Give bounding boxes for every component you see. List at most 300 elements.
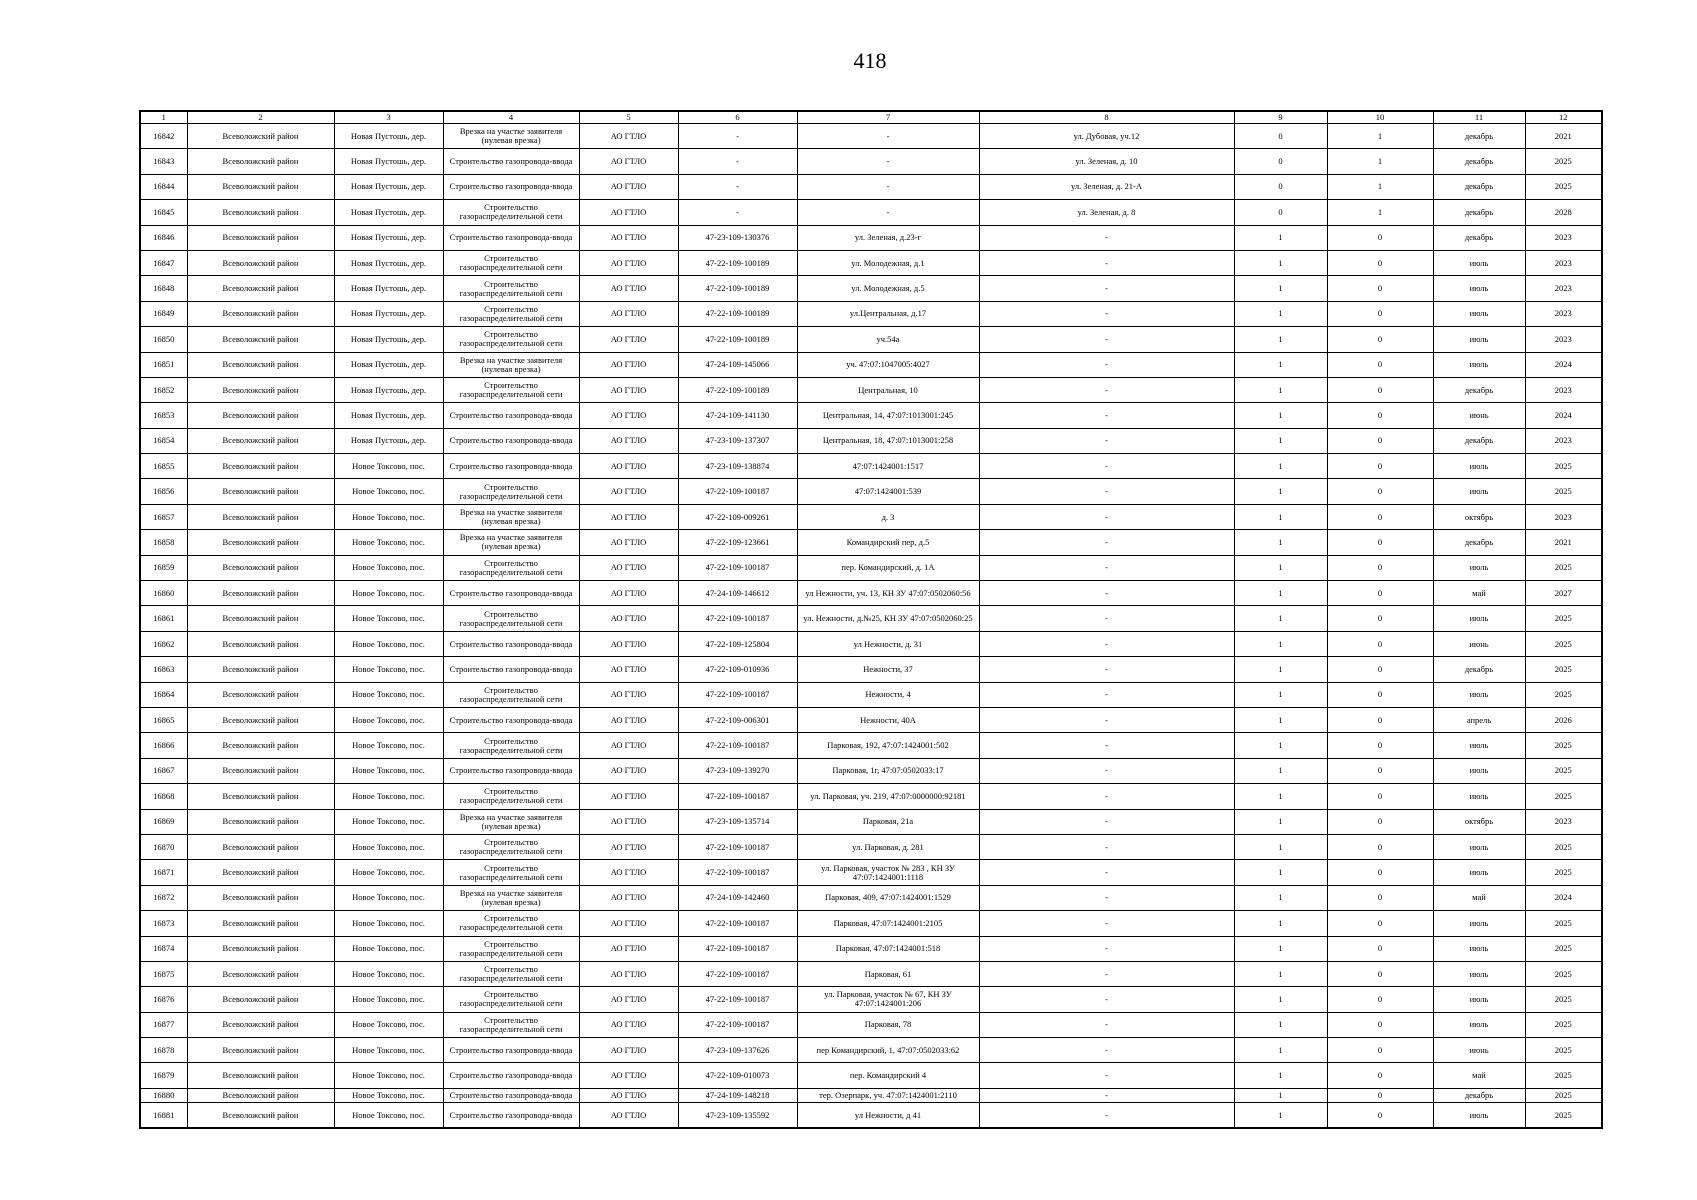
table-cell: АО ГТЛО — [579, 834, 678, 859]
table-row — [140, 200, 1602, 225]
column-header: 9 — [1234, 111, 1327, 124]
table-cell: Новая Пустошь, дер. — [334, 200, 443, 225]
table-row — [140, 555, 1602, 580]
table-cell: июль — [1433, 961, 1525, 986]
table-cell: Парковая, 21а — [797, 809, 979, 834]
table-cell: Всеволожский район — [187, 936, 334, 961]
table-cell: пер. Командирский, д. 1А — [797, 555, 979, 580]
table-cell: Новое Токсово, пос. — [334, 834, 443, 859]
table-cell: - — [979, 1102, 1234, 1128]
table-cell: 1 — [1234, 479, 1327, 504]
table-cell: Парковая, 192, 47:07:1424001:502 — [797, 733, 979, 758]
table-row — [140, 834, 1602, 859]
table-cell: Новое Токсово, пос. — [334, 479, 443, 504]
table-cell: 2025 — [1525, 733, 1602, 758]
table-cell: 0 — [1234, 149, 1327, 174]
table-cell: 47-22-109-100187 — [678, 606, 797, 631]
table-cell: - — [979, 987, 1234, 1012]
table-cell: 1 — [1234, 428, 1327, 453]
table-cell: 16863 — [140, 657, 187, 682]
table-cell: 47-22-109-006301 — [678, 707, 797, 732]
table-cell: 16859 — [140, 555, 187, 580]
table-cell: - — [979, 707, 1234, 732]
table-cell: июль — [1433, 1012, 1525, 1037]
table-cell: 1 — [1234, 1038, 1327, 1063]
table-row — [140, 276, 1602, 301]
table-row — [140, 352, 1602, 377]
table-cell: 47-24-109-146612 — [678, 581, 797, 606]
table-cell: АО ГТЛО — [579, 1038, 678, 1063]
table-cell: 1 — [1234, 911, 1327, 936]
table-row — [140, 174, 1602, 199]
table-cell: 0 — [1327, 327, 1433, 352]
table-cell: ул. Дубовая, уч.12 — [979, 124, 1234, 149]
table-cell: декабрь — [1433, 657, 1525, 682]
table-cell: - — [979, 479, 1234, 504]
table-cell: июль — [1433, 606, 1525, 631]
table-cell: Новое Токсово, пос. — [334, 504, 443, 529]
table-cell: Всеволожский район — [187, 707, 334, 732]
table-cell: Строительство газораспределительной сети — [443, 479, 579, 504]
table-cell: Строительство газопровода-ввода — [443, 1063, 579, 1088]
table-cell: Новое Токсово, пос. — [334, 758, 443, 783]
table-cell: Всеволожский район — [187, 124, 334, 149]
table-cell: АО ГТЛО — [579, 606, 678, 631]
table-cell: Всеволожский район — [187, 250, 334, 275]
table-cell: октябрь — [1433, 809, 1525, 834]
table-cell: - — [979, 733, 1234, 758]
table-cell: 16851 — [140, 352, 187, 377]
table-cell: 16858 — [140, 530, 187, 555]
table-row — [140, 911, 1602, 936]
table-cell: 0 — [1327, 733, 1433, 758]
registry-table — [139, 110, 1603, 1129]
table-cell: 1 — [1234, 1088, 1327, 1102]
table-row — [140, 758, 1602, 783]
table-cell: 47-23-109-137307 — [678, 428, 797, 453]
table-cell: Строительство газопровода-ввода — [443, 174, 579, 199]
table-cell: - — [979, 961, 1234, 986]
table-cell: Строительство газопровода-ввода — [443, 581, 579, 606]
table-cell: июль — [1433, 301, 1525, 326]
table-cell: 47-22-109-100187 — [678, 479, 797, 504]
table-cell: 47-23-109-130376 — [678, 225, 797, 250]
table-cell: 1 — [1234, 276, 1327, 301]
table-cell: Всеволожский район — [187, 530, 334, 555]
table-cell: 47-22-109-100187 — [678, 555, 797, 580]
table-cell: - — [797, 174, 979, 199]
table-cell: 1 — [1234, 885, 1327, 910]
table-cell: Строительство газораспределительной сети — [443, 936, 579, 961]
table-cell: Нежности, 37 — [797, 657, 979, 682]
table-cell: июль — [1433, 784, 1525, 809]
table-cell: декабрь — [1433, 149, 1525, 174]
table-cell: - — [979, 758, 1234, 783]
table-cell: 0 — [1327, 758, 1433, 783]
table-cell: 47:07:1424001:539 — [797, 479, 979, 504]
table-cell: 16869 — [140, 809, 187, 834]
table-cell: - — [979, 428, 1234, 453]
table-cell: июнь — [1433, 631, 1525, 656]
table-cell: ул. Парковая, участок № 283 , КН ЗУ 47:07:1424001:1118 — [797, 860, 979, 885]
table-cell: 2025 — [1525, 174, 1602, 199]
table-row — [140, 479, 1602, 504]
table-cell: 2025 — [1525, 758, 1602, 783]
table-cell: Врезка на участке заявителя (нулевая врезка) — [443, 809, 579, 834]
table-cell: 47-22-109-100187 — [678, 1012, 797, 1037]
table-cell: 2025 — [1525, 911, 1602, 936]
table-cell: - — [979, 555, 1234, 580]
column-header: 11 — [1433, 111, 1525, 124]
table-cell: ул. Парковая, уч. 219, 47:07:0000000:92181 — [797, 784, 979, 809]
table-cell: 2025 — [1525, 454, 1602, 479]
table-cell: 0 — [1327, 834, 1433, 859]
table-cell: 2026 — [1525, 707, 1602, 732]
table-cell: декабрь — [1433, 200, 1525, 225]
table-cell: - — [979, 860, 1234, 885]
table-cell: Строительство газопровода-ввода — [443, 149, 579, 174]
table-cell: АО ГТЛО — [579, 581, 678, 606]
table-cell: АО ГТЛО — [579, 301, 678, 326]
table-cell: - — [979, 911, 1234, 936]
table-cell: 16849 — [140, 301, 187, 326]
table-cell: пер. Командирский 4 — [797, 1063, 979, 1088]
table-cell: Строительство газораспределительной сети — [443, 911, 579, 936]
table-cell: 1 — [1234, 250, 1327, 275]
table-cell: 47-24-109-148218 — [678, 1088, 797, 1102]
table-cell: Всеволожский район — [187, 1102, 334, 1128]
table-cell: Новая Пустошь, дер. — [334, 301, 443, 326]
table-cell: АО ГТЛО — [579, 1088, 678, 1102]
table-cell: 2028 — [1525, 200, 1602, 225]
table-cell: 2023 — [1525, 809, 1602, 834]
table-cell: 16879 — [140, 1063, 187, 1088]
table-cell: 16877 — [140, 1012, 187, 1037]
table-cell: 2025 — [1525, 606, 1602, 631]
table-cell: Строительство газопровода-ввода — [443, 1038, 579, 1063]
table-cell: 1 — [1234, 682, 1327, 707]
table-cell: 1 — [1234, 1063, 1327, 1088]
table-cell: июль — [1433, 860, 1525, 885]
table-cell: АО ГТЛО — [579, 936, 678, 961]
table-cell: 47-22-109-100187 — [678, 860, 797, 885]
table-cell: 16842 — [140, 124, 187, 149]
column-header: 3 — [334, 111, 443, 124]
table-cell: 47-23-109-138874 — [678, 454, 797, 479]
table-cell: 0 — [1327, 987, 1433, 1012]
table-cell: Центральная, 18, 47:07:1013001:258 — [797, 428, 979, 453]
table-cell: июль — [1433, 936, 1525, 961]
table-cell: 0 — [1327, 377, 1433, 402]
table-cell: АО ГТЛО — [579, 1063, 678, 1088]
table-cell: Новое Токсово, пос. — [334, 733, 443, 758]
table-cell: ул. Молодежная, д.1 — [797, 250, 979, 275]
table-cell: 16867 — [140, 758, 187, 783]
table-cell: 2025 — [1525, 987, 1602, 1012]
table-cell: 2025 — [1525, 961, 1602, 986]
table-cell: 1 — [1234, 454, 1327, 479]
table-cell: 16845 — [140, 200, 187, 225]
table-cell: Новое Токсово, пос. — [334, 1102, 443, 1128]
table-cell: июль — [1433, 352, 1525, 377]
table-cell: 0 — [1327, 352, 1433, 377]
table-cell: Новое Токсово, пос. — [334, 809, 443, 834]
table-cell: АО ГТЛО — [579, 987, 678, 1012]
table-cell: 1 — [1234, 377, 1327, 402]
table-cell: июль — [1433, 276, 1525, 301]
table-cell: Всеволожский район — [187, 834, 334, 859]
table-cell: Строительство газопровода-ввода — [443, 758, 579, 783]
table-cell: 2025 — [1525, 1088, 1602, 1102]
table-cell: - — [979, 581, 1234, 606]
table-cell: АО ГТЛО — [579, 200, 678, 225]
table-cell: 2023 — [1525, 276, 1602, 301]
table-cell: 47-22-109-100187 — [678, 834, 797, 859]
header-row — [140, 111, 1602, 124]
table-cell: АО ГТЛО — [579, 885, 678, 910]
table-cell: 47-22-109-100189 — [678, 250, 797, 275]
table-cell: 1 — [1234, 860, 1327, 885]
table-cell: 1 — [1234, 403, 1327, 428]
table-cell: Всеволожский район — [187, 758, 334, 783]
table-cell: Всеволожский район — [187, 784, 334, 809]
table-cell: Новое Токсово, пос. — [334, 657, 443, 682]
table-cell: 1 — [1234, 327, 1327, 352]
table-cell: Всеволожский район — [187, 174, 334, 199]
table-cell: - — [678, 124, 797, 149]
table-cell: Всеволожский район — [187, 682, 334, 707]
table-cell: 1 — [1327, 149, 1433, 174]
table-cell: апрель — [1433, 707, 1525, 732]
table-cell: Новое Токсово, пос. — [334, 682, 443, 707]
table-cell: Строительство газораспределительной сети — [443, 200, 579, 225]
table-cell: 2023 — [1525, 250, 1602, 275]
table-cell: Строительство газопровода-ввода — [443, 707, 579, 732]
table-cell: 2025 — [1525, 860, 1602, 885]
table-cell: 16868 — [140, 784, 187, 809]
table-cell: Строительство газораспределительной сети — [443, 682, 579, 707]
table-cell: Новая Пустошь, дер. — [334, 352, 443, 377]
table-cell: июнь — [1433, 1038, 1525, 1063]
table-cell: АО ГТЛО — [579, 758, 678, 783]
table-cell: 47-22-109-100189 — [678, 377, 797, 402]
table-cell: 47-22-109-100187 — [678, 936, 797, 961]
table-cell: 16846 — [140, 225, 187, 250]
table-cell: АО ГТЛО — [579, 454, 678, 479]
table-cell: Новая Пустошь, дер. — [334, 327, 443, 352]
table-cell: пер Командирский, 1, 47:07:0502033:62 — [797, 1038, 979, 1063]
table-cell: Новое Токсово, пос. — [334, 555, 443, 580]
table-cell: - — [979, 403, 1234, 428]
table-cell: декабрь — [1433, 428, 1525, 453]
table-cell: 2025 — [1525, 682, 1602, 707]
table-cell: 47-22-109-010936 — [678, 657, 797, 682]
table-cell: уч. 47:07:1047005:4027 — [797, 352, 979, 377]
table-cell: Строительство газораспределительной сети — [443, 301, 579, 326]
table-cell: Строительство газораспределительной сети — [443, 377, 579, 402]
table-cell: АО ГТЛО — [579, 504, 678, 529]
table-cell: 1 — [1234, 758, 1327, 783]
table-cell: 16865 — [140, 707, 187, 732]
table-cell: 1 — [1234, 784, 1327, 809]
table-cell: Новое Токсово, пос. — [334, 911, 443, 936]
table-row — [140, 581, 1602, 606]
table-cell: Всеволожский район — [187, 149, 334, 174]
table-cell: 1 — [1234, 834, 1327, 859]
table-cell: 0 — [1327, 454, 1433, 479]
table-cell: АО ГТЛО — [579, 961, 678, 986]
table-cell: Строительство газораспределительной сети — [443, 327, 579, 352]
table-cell: 16847 — [140, 250, 187, 275]
table-cell: 16874 — [140, 936, 187, 961]
table-cell: июль — [1433, 479, 1525, 504]
table-cell: - — [979, 225, 1234, 250]
table-cell: Строительство газопровода-ввода — [443, 657, 579, 682]
table-cell: - — [979, 530, 1234, 555]
table-cell: 0 — [1234, 200, 1327, 225]
table-cell: ул. Нежности, д.№25, КН ЗУ 47:07:0502060:25 — [797, 606, 979, 631]
table-cell: июль — [1433, 987, 1525, 1012]
table-cell: Центральная, 10 — [797, 377, 979, 402]
table-cell: 2025 — [1525, 1102, 1602, 1128]
column-header: 8 — [979, 111, 1234, 124]
table-cell: 2025 — [1525, 479, 1602, 504]
table-cell: 47-22-109-100187 — [678, 987, 797, 1012]
table-row — [140, 504, 1602, 529]
table-cell: 1 — [1234, 530, 1327, 555]
table-cell: Новое Токсово, пос. — [334, 581, 443, 606]
table-cell: июль — [1433, 454, 1525, 479]
table-cell: тер. Озерпарк, уч. 47:07:1424001:2110 — [797, 1088, 979, 1102]
table-cell: июль — [1433, 327, 1525, 352]
table-row — [140, 784, 1602, 809]
table-cell: 0 — [1327, 784, 1433, 809]
table-cell: 2025 — [1525, 936, 1602, 961]
table-cell: Строительство газораспределительной сети — [443, 606, 579, 631]
table-cell: - — [678, 200, 797, 225]
table-cell: - — [797, 124, 979, 149]
table-cell: Строительство газопровода-ввода — [443, 1088, 579, 1102]
table-cell: ул. Зеленая, д.23-г — [797, 225, 979, 250]
table-cell: АО ГТЛО — [579, 225, 678, 250]
table-row — [140, 860, 1602, 885]
table-cell: 16876 — [140, 987, 187, 1012]
table-cell: 47-22-109-100187 — [678, 961, 797, 986]
table-cell: декабрь — [1433, 530, 1525, 555]
table-cell: Новое Токсово, пос. — [334, 885, 443, 910]
table-cell: Командирский пер, д.5 — [797, 530, 979, 555]
table-cell: Новое Токсово, пос. — [334, 1038, 443, 1063]
table-cell: Новое Токсово, пос. — [334, 1012, 443, 1037]
table-cell: июль — [1433, 758, 1525, 783]
table-cell: - — [979, 657, 1234, 682]
table-cell: АО ГТЛО — [579, 682, 678, 707]
table-cell: ул. Зеленая, д. 21-А — [979, 174, 1234, 199]
table-row — [140, 250, 1602, 275]
table-cell: июль — [1433, 1102, 1525, 1128]
table-cell: 0 — [1327, 1102, 1433, 1128]
table-row — [140, 987, 1602, 1012]
table-cell: Врезка на участке заявителя (нулевая врезка) — [443, 885, 579, 910]
table-cell: Всеволожский район — [187, 1012, 334, 1037]
table-cell: АО ГТЛО — [579, 707, 678, 732]
table-cell: 2023 — [1525, 504, 1602, 529]
table-cell: 47-22-109-100189 — [678, 301, 797, 326]
table-cell: 47-22-109-123661 — [678, 530, 797, 555]
table-cell: Всеволожский район — [187, 809, 334, 834]
column-header: 1 — [140, 111, 187, 124]
table-cell: Новое Токсово, пос. — [334, 1063, 443, 1088]
table-cell: 0 — [1327, 911, 1433, 936]
table-cell: АО ГТЛО — [579, 657, 678, 682]
table-cell: 1 — [1234, 707, 1327, 732]
table-cell: 16872 — [140, 885, 187, 910]
column-header: 2 — [187, 111, 334, 124]
table-cell: 47-22-109-100189 — [678, 327, 797, 352]
table-cell: 16870 — [140, 834, 187, 859]
table-cell: 1 — [1234, 631, 1327, 656]
table-cell: Новое Токсово, пос. — [334, 936, 443, 961]
table-cell: АО ГТЛО — [579, 124, 678, 149]
table-cell: 2025 — [1525, 657, 1602, 682]
table-cell: АО ГТЛО — [579, 911, 678, 936]
table-cell: 16873 — [140, 911, 187, 936]
table-row — [140, 225, 1602, 250]
table-cell: Всеволожский район — [187, 352, 334, 377]
table-cell: 1 — [1327, 200, 1433, 225]
table-cell: 16852 — [140, 377, 187, 402]
table-row — [140, 606, 1602, 631]
table-row — [140, 1063, 1602, 1088]
table-row — [140, 301, 1602, 326]
table-cell: - — [678, 174, 797, 199]
table-row — [140, 682, 1602, 707]
column-header: 7 — [797, 111, 979, 124]
table-cell: 16864 — [140, 682, 187, 707]
table-cell: - — [979, 504, 1234, 529]
table-cell: Всеволожский район — [187, 581, 334, 606]
table-cell: декабрь — [1433, 377, 1525, 402]
table-cell: 0 — [1327, 885, 1433, 910]
table-cell: АО ГТЛО — [579, 1012, 678, 1037]
table-cell: - — [979, 276, 1234, 301]
table-cell: 0 — [1327, 530, 1433, 555]
table-row — [140, 1012, 1602, 1037]
table-cell: 16848 — [140, 276, 187, 301]
table-cell: Всеволожский район — [187, 479, 334, 504]
table-cell: декабрь — [1433, 174, 1525, 199]
table-cell: 1 — [1327, 174, 1433, 199]
table-cell: Парковая, 1г, 47:07:0502033:17 — [797, 758, 979, 783]
table-cell: Строительство газораспределительной сети — [443, 860, 579, 885]
table-cell: Строительство газопровода-ввода — [443, 225, 579, 250]
table-cell: ул. Молодежная, д.5 — [797, 276, 979, 301]
table-cell: Всеволожский район — [187, 301, 334, 326]
table-cell: 2024 — [1525, 352, 1602, 377]
table-cell: Строительство газораспределительной сети — [443, 276, 579, 301]
table-cell: Парковая, 47:07:1424001:518 — [797, 936, 979, 961]
table-cell: Строительство газопровода-ввода — [443, 631, 579, 656]
table-cell: Новое Токсово, пос. — [334, 606, 443, 631]
table-cell: 47:07:1424001:1517 — [797, 454, 979, 479]
table-cell: - — [979, 250, 1234, 275]
table-row — [140, 936, 1602, 961]
table-cell: 2023 — [1525, 428, 1602, 453]
table-cell: 0 — [1327, 555, 1433, 580]
table-row — [140, 403, 1602, 428]
table-cell: 0 — [1327, 1038, 1433, 1063]
table-cell: 2025 — [1525, 149, 1602, 174]
